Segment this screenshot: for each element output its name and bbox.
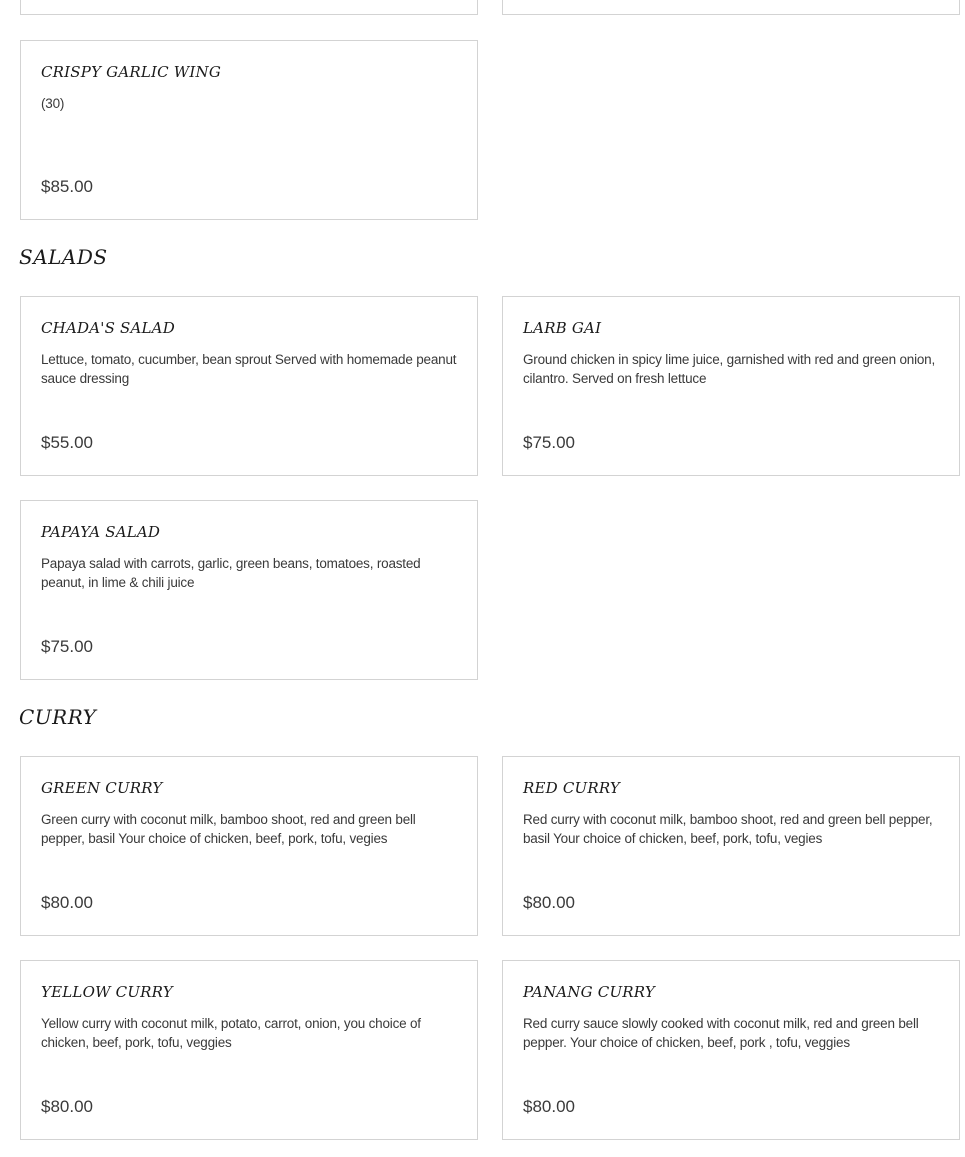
menu-item-description: Papaya salad with carrots, garlic, green beans, tomatoes, roasted peanut, in lime & chili juice (41, 556, 421, 590)
menu-item-name: PANANG CURRY (523, 983, 655, 1001)
section-title-salads: SALADS (19, 245, 108, 269)
menu-item-description: Yellow curry with coconut milk, potato, carrot, onion, you choice of chicken, beef, pork, tofu, veggies (41, 1016, 421, 1050)
menu-item-price: $80.00 (523, 1097, 575, 1116)
menu-item-card[interactable] (502, 960, 960, 1140)
menu-item-price: $75.00 (41, 637, 93, 656)
menu-item-card[interactable] (20, 0, 478, 15)
menu-item-name: LARB GAI (523, 319, 602, 337)
menu-item-card[interactable] (20, 500, 478, 680)
menu-item-description: (30) (41, 96, 65, 111)
menu-item-price: $75.00 (523, 433, 575, 452)
menu-item-description: Red curry with coconut milk, bamboo shoot, red and green bell pepper, basil Your choice of chicken, beef, pork, tofu, vegies (523, 812, 933, 846)
menu-item-name: YELLOW CURRY (41, 983, 173, 1001)
menu-item-card[interactable] (502, 0, 960, 15)
menu-item-card[interactable] (20, 756, 478, 936)
menu-item-card[interactable] (502, 756, 960, 936)
menu-item-price: $85.00 (41, 177, 93, 196)
menu-item-card[interactable] (20, 960, 478, 1140)
menu-item-description: Green curry with coconut milk, bamboo shoot, red and green bell pepper, basil Your choice of chicken, beef, pork, tofu, vegies (41, 812, 416, 846)
menu-item-name: PAPAYA SALAD (41, 523, 161, 541)
section-title-curry: CURRY (19, 705, 97, 729)
menu-item-card[interactable] (20, 296, 478, 476)
menu-item-card[interactable] (502, 296, 960, 476)
menu-item-name: CHADA'S SALAD (41, 319, 175, 337)
menu-item-card[interactable] (20, 40, 478, 220)
menu-item-description: Lettuce, tomato, cucumber, bean sprout Served with homemade peanut sauce dressing (41, 352, 457, 386)
menu-item-name: RED CURRY (523, 779, 620, 797)
menu-item-price: $55.00 (41, 433, 93, 452)
menu-item-description: Red curry sauce slowly cooked with coconut milk, red and green bell pepper. Your choice of chicken, beef, pork , tofu, veggies (523, 1016, 919, 1050)
menu-item-price: $80.00 (41, 1097, 93, 1116)
menu-item-name: CRISPY GARLIC WING (41, 63, 222, 81)
menu-item-price: $80.00 (523, 893, 575, 912)
menu-item-name: GREEN CURRY (41, 779, 163, 797)
menu-item-description: Ground chicken in spicy lime juice, garnished with red and green onion, cilantro. Served on fresh lettuce (523, 352, 936, 386)
menu-item-price: $80.00 (41, 893, 93, 912)
